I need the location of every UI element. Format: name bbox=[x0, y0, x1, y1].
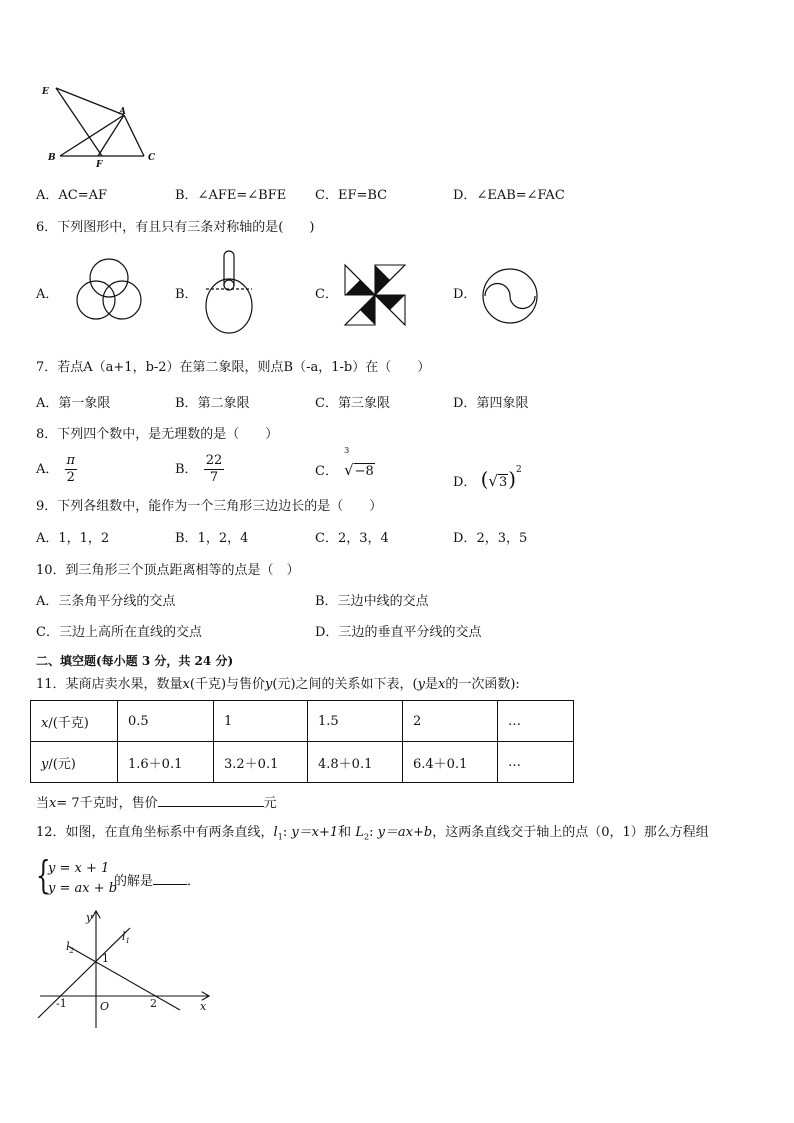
q10-option-c[interactable]: C．三边上高所在直线的交点 bbox=[36, 625, 202, 640]
q10-stem: 10．到三角形三个顶点距离相等的点是（ ） bbox=[36, 563, 300, 578]
q8-option-a[interactable]: A． $\frac{\pi}{2}$ bbox=[36, 453, 76, 485]
table-cell: 1 bbox=[214, 701, 308, 742]
q8-option-b[interactable]: B． $\frac{22}{7}$ bbox=[175, 453, 223, 485]
l2-label: $l_2$ bbox=[66, 940, 74, 955]
table-cell: x/(千克) bbox=[31, 701, 118, 742]
q5-option-d[interactable]: D．∠EAB=∠FAC bbox=[453, 188, 565, 203]
q12-stem: 12．如图，在直角坐标系中有两条直线，$l_1$: y＝x+1和 $L_2$: y＝ax+b，这两条直线交于轴上的点（0，1）那么方程组 bbox=[36, 825, 709, 842]
table-row bbox=[31, 742, 574, 783]
table-cell: … bbox=[498, 742, 574, 783]
q6-key-d[interactable]: D． bbox=[453, 287, 477, 302]
q9-option-d[interactable]: D．2，3，5 bbox=[453, 531, 528, 546]
label-e: E bbox=[42, 87, 49, 97]
q6-key-c[interactable]: C． bbox=[315, 287, 338, 302]
q9-stem: 9．下列各组数中，能作为一个三角形三边边长的是（ ） bbox=[36, 499, 383, 514]
table-cell: 4.8＋0.1 bbox=[308, 742, 403, 783]
section-2-title: 二、填空题(每小题 3 分，共 24 分) bbox=[36, 654, 234, 668]
q5-option-a[interactable]: A．AC=AF bbox=[36, 188, 108, 203]
table-cell: 3.2＋0.1 bbox=[214, 742, 308, 783]
tick-1: 1 bbox=[102, 952, 109, 965]
fraction-pi-over-2: $\frac{\pi}{2}$ bbox=[66, 453, 76, 485]
q11-stem: 11．某商店卖水果，数量x(千克)与售价y(元)之间的关系如下表，(y是x的一次函数): bbox=[36, 677, 520, 692]
label-c: C bbox=[148, 153, 156, 163]
x-axis-label: x bbox=[200, 1000, 207, 1013]
q10-option-d[interactable]: D．三边的垂直平分线的交点 bbox=[315, 625, 482, 640]
q7-stem: 7．若点A（a+1，b-2）在第二象限，则点B（-a，1-b）在（ ） bbox=[36, 360, 431, 375]
label-a: A bbox=[119, 107, 126, 117]
table-cell: 0.5 bbox=[118, 701, 214, 742]
q7-option-c[interactable]: C．第三象限 bbox=[315, 396, 390, 411]
label-f: F bbox=[96, 160, 103, 170]
q7-option-b[interactable]: B．第二象限 bbox=[175, 396, 250, 411]
tick-neg1: -1 bbox=[56, 997, 67, 1010]
q8-option-d[interactable]: D． $(√3)^2$ bbox=[453, 452, 522, 501]
q6-option-d-yinyang[interactable] bbox=[480, 266, 540, 326]
sqrt3-squared: $(√3)^2$ bbox=[480, 465, 522, 491]
cube-root-neg8: 3 √−8 bbox=[344, 446, 374, 479]
q6-option-a-trefoil[interactable] bbox=[66, 256, 152, 332]
q11-table bbox=[30, 700, 574, 783]
q10-option-a[interactable]: A．三条角平分线的交点 bbox=[36, 594, 176, 609]
q12-coordinate-figure bbox=[30, 906, 220, 1034]
q5-option-b[interactable]: B．∠AFE=∠BFE bbox=[175, 188, 287, 203]
table-cell: … bbox=[498, 701, 574, 742]
table-cell: y/(元) bbox=[31, 742, 118, 783]
q8-option-c[interactable]: C． 3 √−8 bbox=[315, 452, 375, 490]
q9-option-c[interactable]: C．2，3，4 bbox=[315, 531, 389, 546]
q6-stem: 6．下列图形中，有且只有三条对称轴的是( ) bbox=[36, 220, 315, 235]
q6-key-a[interactable]: A． bbox=[36, 287, 59, 302]
q6-key-b[interactable]: B． bbox=[175, 287, 198, 302]
line-l2 bbox=[68, 946, 180, 1010]
q7-option-a[interactable]: A．第一象限 bbox=[36, 396, 111, 411]
q5-triangle-figure bbox=[38, 80, 168, 172]
table-cell: 1.5 bbox=[308, 701, 403, 742]
q7-option-d[interactable]: D．第四象限 bbox=[453, 396, 529, 411]
table-cell: 1.6＋0.1 bbox=[118, 742, 214, 783]
q6-option-b-paddle[interactable] bbox=[200, 248, 260, 336]
table-cell: 2 bbox=[403, 701, 498, 742]
origin-label: O bbox=[100, 1000, 110, 1013]
q8-stem: 8．下列四个数中，是无理数的是（ ） bbox=[36, 427, 279, 442]
fraction-22-over-7: $\frac{22}{7}$ bbox=[205, 453, 223, 485]
q12-answer-blank[interactable] bbox=[153, 870, 187, 885]
q6-option-c-pinwheel[interactable] bbox=[343, 263, 407, 327]
q9-option-b[interactable]: B．1，2，4 bbox=[175, 531, 249, 546]
q11-answer-blank[interactable] bbox=[158, 792, 264, 807]
q5-option-c[interactable]: C．EF=BC bbox=[315, 188, 388, 203]
y-axis-label: y bbox=[86, 911, 93, 924]
l1-label: $l_1$ bbox=[122, 930, 130, 945]
q10-option-b[interactable]: B．三边中线的交点 bbox=[315, 594, 429, 609]
table-row bbox=[31, 701, 574, 742]
label-b: B bbox=[48, 153, 56, 163]
q11-answer-line: 当x= 7千克时，售价 元 bbox=[36, 792, 277, 813]
table-cell: 6.4＋0.1 bbox=[403, 742, 498, 783]
tick-2: 2 bbox=[150, 997, 157, 1010]
q9-option-a[interactable]: A．1，1，2 bbox=[36, 531, 110, 546]
